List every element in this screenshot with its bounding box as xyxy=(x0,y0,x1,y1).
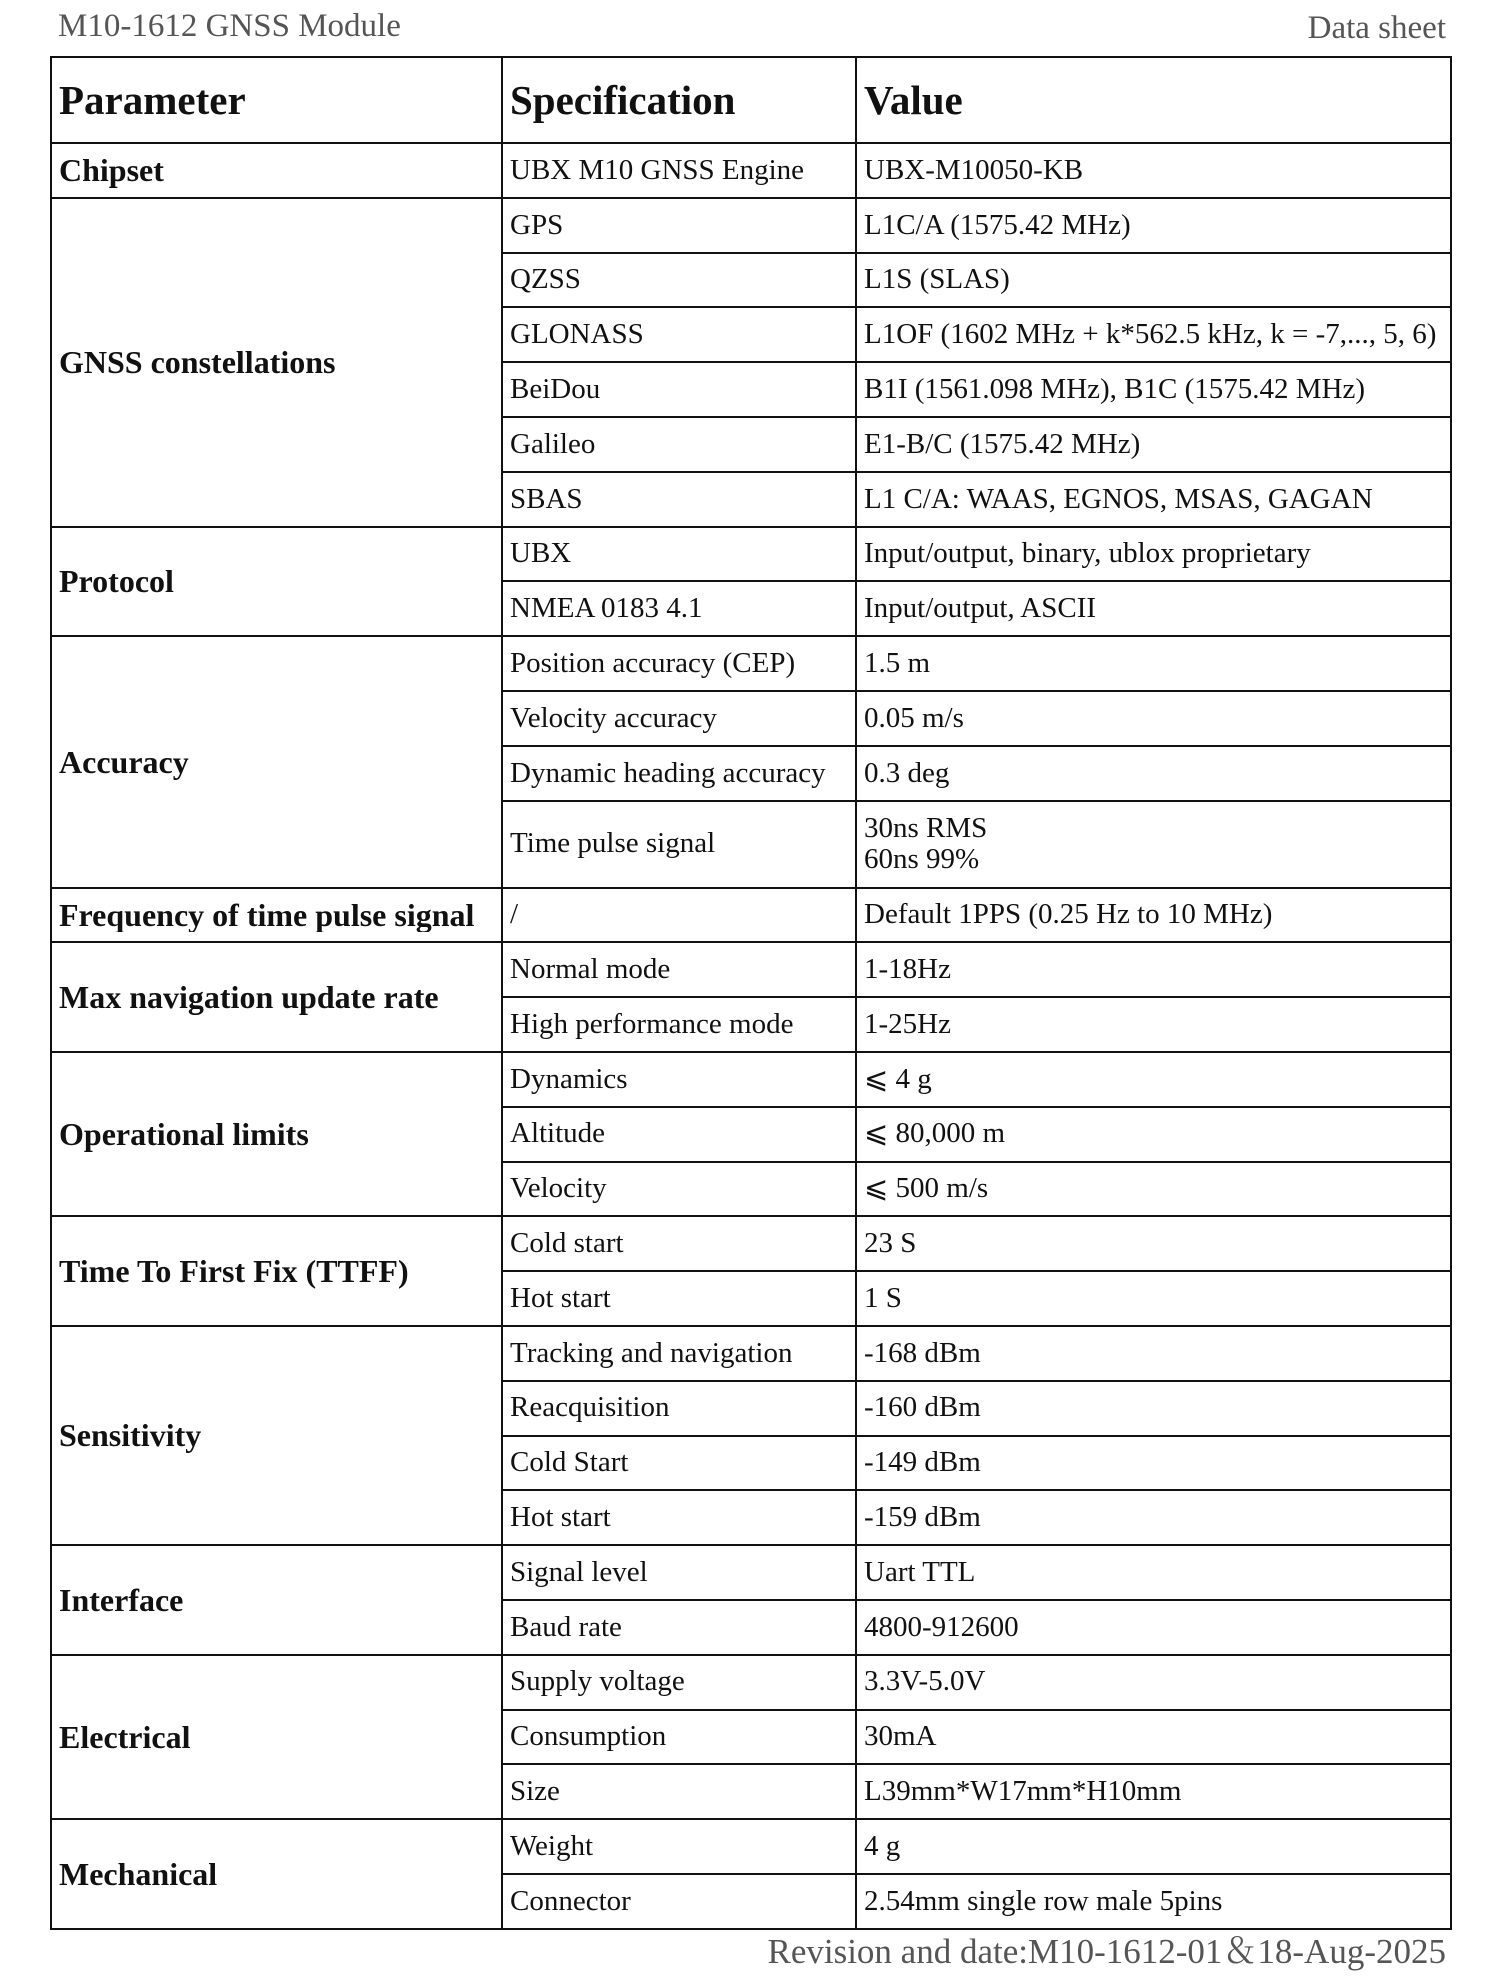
table-row xyxy=(51,1216,1451,1271)
specification-cell: Consumption xyxy=(502,1710,856,1765)
table-row xyxy=(51,1052,1451,1107)
value-text: ⩽ 4 g xyxy=(864,1062,932,1095)
value-text: 1-18Hz xyxy=(864,953,951,986)
specification-cell: BeiDou xyxy=(502,362,856,417)
table-row xyxy=(51,636,1451,691)
value-text: ⩽ 80,000 m xyxy=(864,1117,1006,1150)
value-cell xyxy=(856,581,1451,636)
parameter-cell xyxy=(51,1545,502,1655)
value-cell xyxy=(856,1436,1451,1491)
value-text: Input/output, binary, ublox proprietary xyxy=(864,537,1311,570)
column-header-value: Value xyxy=(856,57,1451,143)
parameter-label: Max navigation update rate xyxy=(59,978,439,1015)
value-text: 4800-912600 xyxy=(864,1610,1019,1643)
value-cell xyxy=(856,1764,1451,1819)
value-text: UBX-M10050-KB xyxy=(864,153,1084,186)
parameter-label: Frequency of time pulse signal xyxy=(59,897,475,933)
specification-cell: Dynamic heading accuracy xyxy=(502,746,856,801)
parameter-label: Electrical xyxy=(59,1718,191,1755)
parameter-cell xyxy=(51,1655,502,1819)
parameter-cell xyxy=(51,1216,502,1326)
value-cell xyxy=(856,362,1451,417)
specification-cell: Size xyxy=(502,1764,856,1819)
parameter-cell xyxy=(51,198,502,527)
document-type: Data sheet xyxy=(1307,10,1446,46)
table-header-row xyxy=(51,57,1451,143)
table-row xyxy=(51,143,1451,198)
value-cell xyxy=(856,801,1451,888)
specification-cell: Galileo xyxy=(502,417,856,472)
specification-cell: NMEA 0183 4.1 xyxy=(502,581,856,636)
specification-cell: Dynamics xyxy=(502,1052,856,1107)
specification-cell: / xyxy=(502,888,856,943)
value-text: 1.5 m xyxy=(864,646,931,679)
value-text: -159 dBm xyxy=(864,1501,981,1534)
value-text: 23 S xyxy=(864,1227,917,1260)
parameter-label: Accuracy xyxy=(59,743,189,780)
parameter-cell xyxy=(51,888,502,943)
parameter-cell xyxy=(51,1819,502,1929)
specification-cell: Connector xyxy=(502,1874,856,1929)
column-header-parameter: Parameter xyxy=(51,57,502,143)
specification-cell: Reacquisition xyxy=(502,1381,856,1436)
value-text: 0.05 m/s xyxy=(864,701,964,734)
parameter-label: Interface xyxy=(59,1581,184,1618)
table-row xyxy=(51,1655,1451,1710)
value-text: Input/output, ASCII xyxy=(864,592,1097,625)
specification-cell: Velocity xyxy=(502,1162,856,1217)
specification-cell: SBAS xyxy=(502,472,856,527)
value-text: ⩽ 500 m/s xyxy=(864,1172,989,1205)
spec-table xyxy=(50,56,1452,1930)
value-text: Default 1PPS (0.25 Hz to 10 MHz) xyxy=(864,898,1273,931)
specification-cell: Cold Start xyxy=(502,1436,856,1491)
parameter-label: Chipset xyxy=(59,152,164,189)
specification-cell: Signal level xyxy=(502,1545,856,1600)
value-text: 2.54mm single row male 5pins xyxy=(864,1884,1223,1917)
parameter-label: Mechanical xyxy=(59,1855,218,1892)
value-cell xyxy=(856,1655,1451,1710)
value-cell xyxy=(856,746,1451,801)
value-cell xyxy=(856,997,1451,1052)
value-cell xyxy=(856,1490,1451,1545)
value-cell xyxy=(856,1271,1451,1326)
value-text: 1 S xyxy=(864,1281,902,1314)
column-header-specification: Specification xyxy=(502,57,856,143)
table-row xyxy=(51,942,1451,997)
specification-cell: Baud rate xyxy=(502,1600,856,1655)
value-cell xyxy=(856,1545,1451,1600)
specification-cell: GLONASS xyxy=(502,307,856,362)
value-text: 30ns RMS xyxy=(864,811,988,844)
specification-cell: Hot start xyxy=(502,1490,856,1545)
value-text: 3.3V-5.0V xyxy=(864,1665,986,1698)
specification-cell: Weight xyxy=(502,1819,856,1874)
value-cell xyxy=(856,1052,1451,1107)
value-cell xyxy=(856,1600,1451,1655)
value-cell xyxy=(856,1874,1451,1929)
value-text: B1I (1561.098 MHz), B1C (1575.42 MHz) xyxy=(864,372,1366,405)
parameter-cell xyxy=(51,1326,502,1545)
parameter-label: Time To First Fix (TTFF) xyxy=(59,1252,409,1289)
parameter-label: Operational limits xyxy=(59,1115,309,1152)
value-text: E1-B/C (1575.42 MHz) xyxy=(864,427,1141,460)
value-cell xyxy=(856,942,1451,997)
value-text: 0.3 deg xyxy=(864,756,950,789)
value-cell xyxy=(856,417,1451,472)
value-text: 30mA xyxy=(864,1720,937,1753)
specification-cell: Tracking and navigation xyxy=(502,1326,856,1381)
table-row xyxy=(51,888,1451,943)
specification-cell: UBX xyxy=(502,527,856,582)
table-row xyxy=(51,527,1451,582)
value-text: -160 dBm xyxy=(864,1391,981,1424)
value-cell xyxy=(856,472,1451,527)
value-text: L1S (SLAS) xyxy=(864,263,1010,296)
specification-cell: Altitude xyxy=(502,1107,856,1162)
value-cell xyxy=(856,1107,1451,1162)
value-cell xyxy=(856,1162,1451,1217)
value-text: L1C/A (1575.42 MHz) xyxy=(864,208,1131,241)
parameter-label: Sensitivity xyxy=(59,1417,202,1454)
value-cell xyxy=(856,198,1451,253)
value-cell xyxy=(856,1326,1451,1381)
parameter-label: Protocol xyxy=(59,563,174,600)
value-cell xyxy=(856,253,1451,308)
specification-cell: GPS xyxy=(502,198,856,253)
value-cell xyxy=(856,1216,1451,1271)
value-cell xyxy=(856,1819,1451,1874)
specification-cell: QZSS xyxy=(502,253,856,308)
parameter-label: GNSS constellations xyxy=(59,343,336,380)
value-cell xyxy=(856,888,1451,943)
parameter-cell xyxy=(51,143,502,198)
parameter-cell xyxy=(51,942,502,1052)
table-row xyxy=(51,1819,1451,1874)
specification-cell: Cold start xyxy=(502,1216,856,1271)
value-text: 4 g xyxy=(864,1829,901,1862)
parameter-cell xyxy=(51,527,502,637)
specification-cell: Velocity accuracy xyxy=(502,691,856,746)
value-cell xyxy=(856,636,1451,691)
specification-cell: Hot start xyxy=(502,1271,856,1326)
table-body xyxy=(51,143,1451,1929)
value-cell xyxy=(856,1381,1451,1436)
value-text: 1-25Hz xyxy=(864,1007,951,1040)
value-cell xyxy=(856,307,1451,362)
document-title: M10-1612 GNSS Module xyxy=(58,8,401,44)
specification-cell: High performance mode xyxy=(502,997,856,1052)
value-cell xyxy=(856,1710,1451,1765)
value-text: L1OF (1602 MHz + k*562.5 kHz, k = -7,..., 5, 6) xyxy=(864,319,1437,351)
specification-cell: Normal mode xyxy=(502,942,856,997)
specification-cell: UBX M10 GNSS Engine xyxy=(502,143,856,198)
value-text: L39mm*W17mm*H10mm xyxy=(864,1775,1182,1808)
parameter-cell xyxy=(51,636,502,887)
specification-cell: Supply voltage xyxy=(502,1655,856,1710)
value-text: -168 dBm xyxy=(864,1336,981,1369)
parameter-cell xyxy=(51,1052,502,1216)
value-cell xyxy=(856,691,1451,746)
value-text: L1 C/A: WAAS, EGNOS, MSAS, GAGAN xyxy=(864,482,1373,515)
table-row xyxy=(51,198,1451,253)
table-row xyxy=(51,1326,1451,1381)
value-text-line2: 60ns 99% xyxy=(864,843,980,876)
table-row xyxy=(51,1545,1451,1600)
value-text: Uart TTL xyxy=(864,1555,976,1588)
revision-date: Revision and date:M10-1612-01＆18-Aug-2025 xyxy=(767,1932,1446,1971)
value-text: -149 dBm xyxy=(864,1446,981,1479)
value-cell xyxy=(856,143,1451,198)
value-cell xyxy=(856,527,1451,582)
specification-cell: Position accuracy (CEP) xyxy=(502,636,856,691)
specification-cell: Time pulse signal xyxy=(502,801,856,888)
